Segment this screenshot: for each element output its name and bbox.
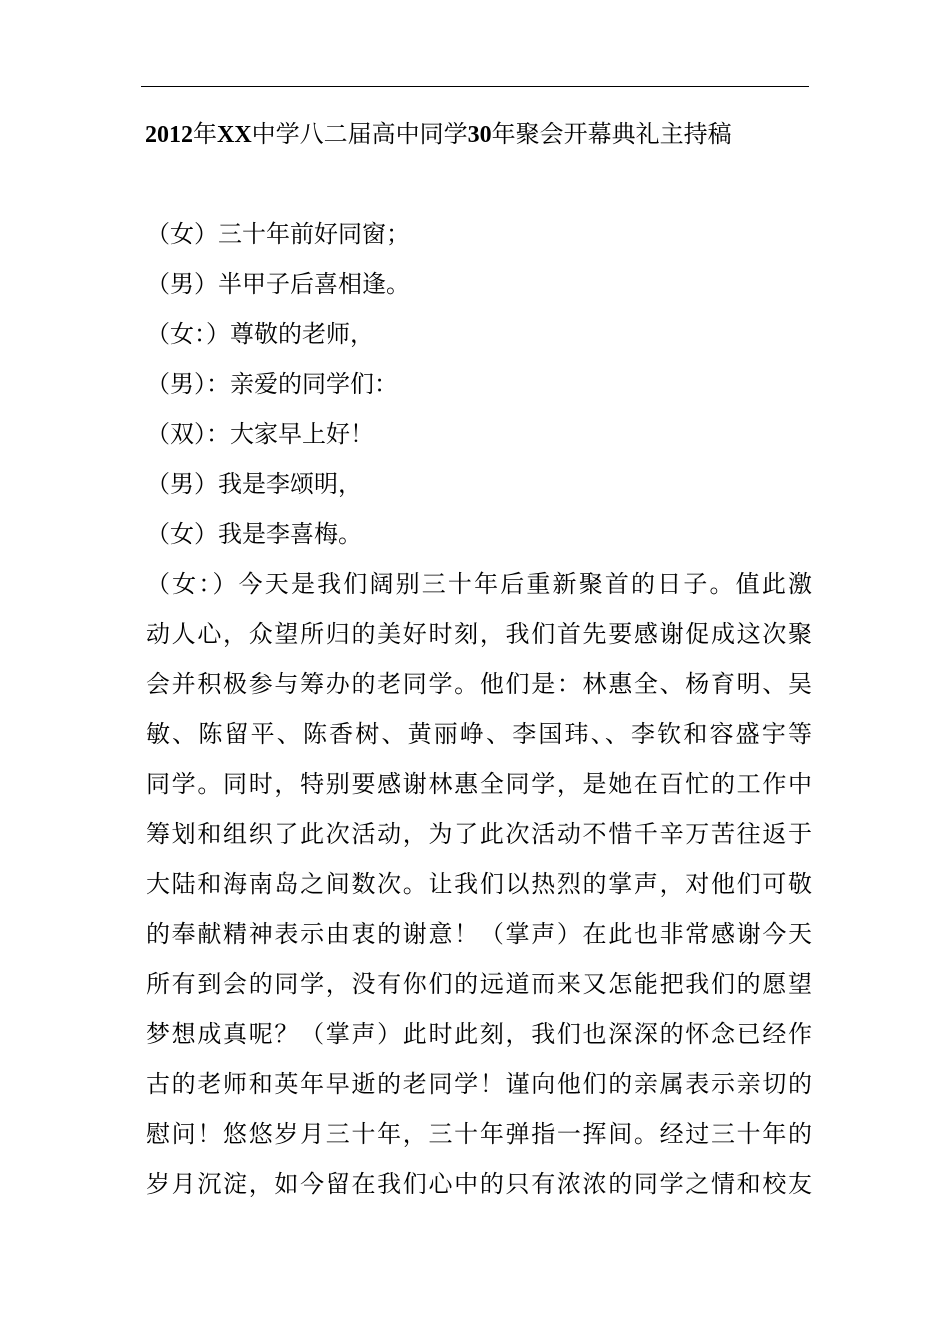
paragraph-line: 同学。同时，特别要感谢林惠全同学，是她在百忙的工作中 [146,770,812,798]
header-rule [141,86,809,87]
paragraph-line: 慰问！悠悠岁月三十年，三十年弹指一挥间。经过三十年的 [146,1120,812,1148]
paragraph-line: 所有到会的同学，没有你们的远道而来又怎能把我们的愿望 [146,970,812,998]
paragraph-line: 会并积极参与筹办的老同学。他们是：林惠全、杨育明、吴 [146,670,812,698]
text-line: （双）：大家早上好！ [146,420,374,448]
paragraph-line: 古的老师和英年早逝的老同学！谨向他们的亲属表示亲切的 [146,1070,812,1098]
paragraph-line: 岁月沉淀，如今留在我们心中的只有浓浓的同学之情和校友 [146,1170,812,1198]
title-school-class: 中学八二届高中同学 [251,120,468,148]
paragraph-line: 敏、陈留平、陈香树、黄丽峥、李国玮、、李钦和容盛宇等 [146,720,812,748]
paragraph-line: （女：）今天是我们阔别三十年后重新聚首的日子。值此激 [146,570,812,598]
title-anniversary-number: 30 [467,122,492,148]
paragraph-line: 动人心，众望所归的美好时刻，我们首先要感谢促成这次聚 [146,620,812,648]
text-line: （女）三十年前好同窗； [146,220,410,248]
text-line: （女：）尊敬的老师， [146,320,374,348]
paragraph-line: 的奉献精神表示由衷的谢意！（掌声）在此也非常感谢今天 [146,920,812,948]
document-title [145,114,825,155]
title-event-name: 年聚会开幕典礼主持稿 [491,120,732,148]
paragraph-line: 筹划和组织了此次活动，为了此次活动不惜千辛万苦往返于 [146,820,812,848]
text-line: （男）：亲爱的同学们： [146,370,398,398]
text-line: （男）半甲子后喜相逢。 [146,270,410,298]
paragraph-line: 大陆和海南岛之间数次。让我们以热烈的掌声，对他们可敬 [146,870,812,898]
text-line: （男）我是李颂明， [146,470,362,498]
paragraph-line: 梦想成真呢？（掌声）此时此刻，我们也深深的怀念已经作 [146,1020,812,1048]
script-body [146,214,812,1214]
title-school-code: XX [217,122,252,148]
title-year: 2012 [145,122,193,148]
title-year-suffix: 年 [193,120,217,148]
text-line: （女）我是李喜梅。 [146,520,362,548]
